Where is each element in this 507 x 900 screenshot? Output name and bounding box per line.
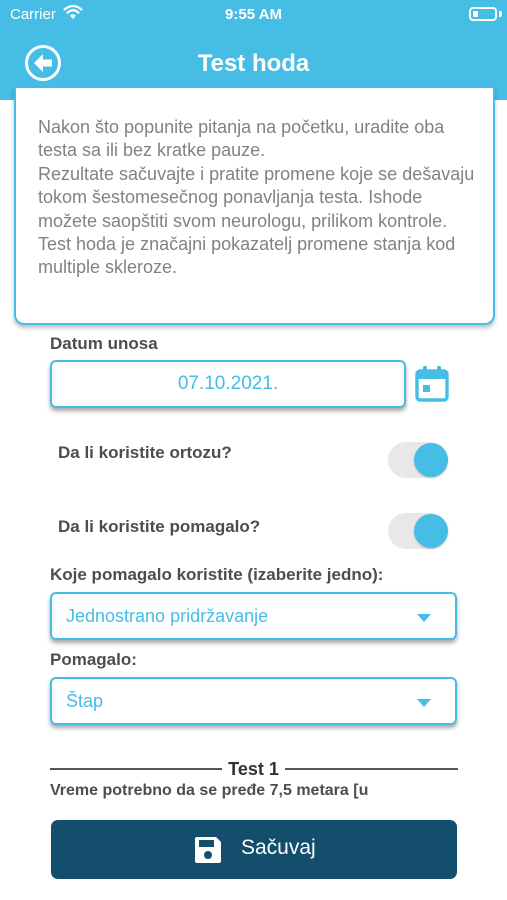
info-text	[38, 116, 483, 280]
floppy-disk-icon	[193, 835, 223, 865]
test1-description-clip	[50, 778, 457, 799]
save-button-label: Sačuvaj	[241, 836, 316, 859]
carrier-label: Carrier	[10, 6, 56, 23]
test1-description: Vreme potrebno da se pređe 7,5 metara [u	[50, 782, 369, 799]
aid-label: Pomagalo:	[50, 650, 137, 669]
status-time: 9:55 AM	[225, 6, 282, 23]
divider-right	[285, 768, 458, 770]
save-button[interactable]	[51, 820, 457, 879]
aid-question: Da li koristite pomagalo?	[58, 517, 261, 536]
orthosis-toggle-knob	[414, 443, 448, 477]
aid-type-value: Jednostrano pridržavanje	[66, 606, 269, 626]
aid-value: Štap	[66, 691, 104, 711]
aid-select[interactable]	[50, 677, 457, 725]
info-card	[14, 88, 495, 325]
test1-title: Test 1	[228, 759, 279, 779]
date-label: Datum unosa	[50, 334, 158, 353]
status-bar	[0, 0, 507, 30]
calendar-icon[interactable]	[415, 366, 449, 402]
date-value: 07.10.2021.	[177, 373, 279, 394]
date-input[interactable]	[50, 360, 406, 408]
battery-tip	[499, 11, 502, 17]
chevron-down-icon	[417, 614, 431, 622]
aid-toggle-knob	[414, 514, 448, 548]
aid-toggle[interactable]	[388, 513, 448, 549]
info-text-body: Nakon što popunite pitanja na početku, uradite oba testa sa ili bez kratke pauze. Rezultate sačuvajte i pratite promene koje se dešavaju tokom šestomesečnog ponavljanja testa. Ishode možete saopštiti svom neurologu, prilikom kontrole. Test hoda je značajni pokazatelj promene stanja kod multiple skleroze.	[38, 117, 475, 278]
orthosis-toggle[interactable]	[388, 442, 448, 478]
aid-type-label: Koje pomagalo koristite (izaberite jedno):	[50, 565, 384, 584]
aid-type-select[interactable]	[50, 592, 457, 640]
chevron-down-icon	[417, 699, 431, 707]
battery-icon	[469, 7, 497, 21]
header-bar	[0, 0, 507, 100]
orthosis-question: Da li koristite ortozu?	[58, 443, 232, 462]
page-title: Test hoda	[197, 50, 310, 77]
